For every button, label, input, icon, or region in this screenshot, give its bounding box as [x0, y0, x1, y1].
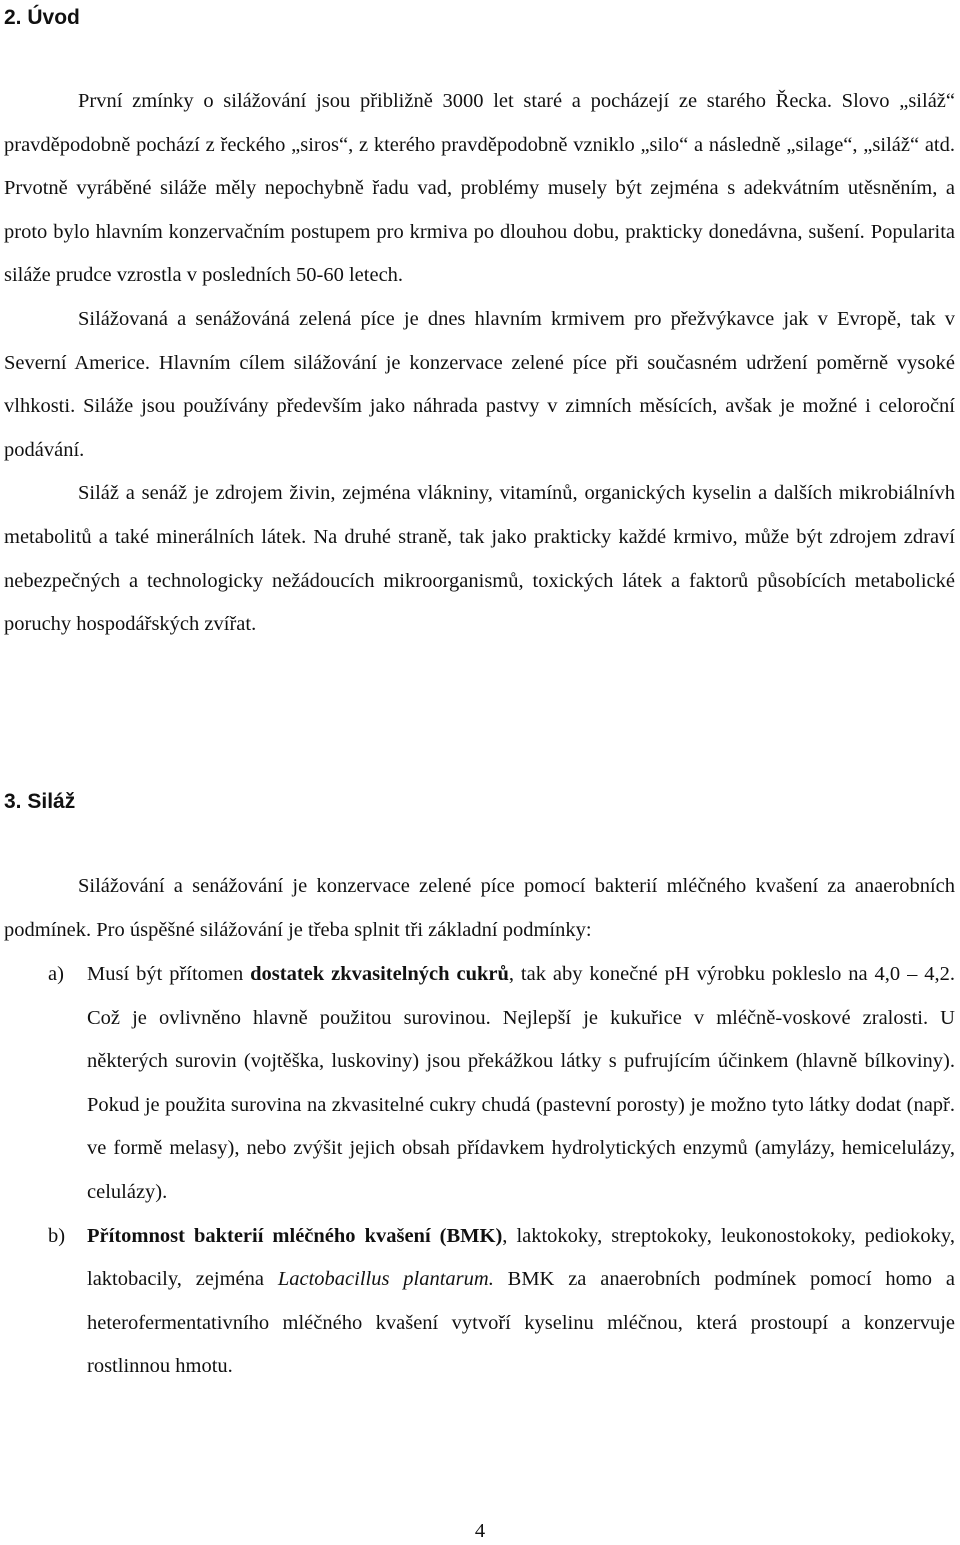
item-bold-text: dostatek zkvasitelných cukrů — [250, 963, 509, 985]
section-heading-uvod: 2. Úvod — [4, 6, 80, 29]
item-text: , tak aby konečné pH výrobku pokleslo na 4,0 – 4,2. Což je ovlivněno hlavně použitou surovinou. Nejlepší je kukuřice v mléčně-voskové zralosti. U některých surovin (vojtěška, luskoviny) jsou překážkou látky s pufrujícím účinkem (hlavně bílkoviny). Pokud je použita surovina na zkvasitelné cukry chudá (pastevní porosty) je možno tyto látky dodat (např. ve formě melasy), nebo zvýšit jejich obsah přídavkem hydrolytických enzymů (amylázy, hemicelulázy, celulázy). — [87, 963, 956, 1203]
list-marker: b) — [48, 1224, 66, 1247]
paragraph: Siláž a senáž je zdrojem živin, zejména vlákniny, vitamínů, organických kyselin a dalších mikrobiálnívh metabolitů a také minerálních látek. Na druhé straně, tak jako prakticky každé krmivo, může být zdrojem zdraví nebezpečných a technologicky nežádoucích mikroorganismů, toxických látek a faktorů působících metabolické poruchy hospodářských zvířat. — [4, 482, 955, 636]
section-body-uvod — [4, 80, 955, 647]
list-item — [4, 1215, 955, 1389]
section-intro-silaz — [4, 865, 955, 952]
paragraph: Silážování a senážování je konzervace zelené píce pomocí bakterií mléčného kvašení za anaerobních podmínek. Pro úspěšné silážování je třeba splnit tři základní podmínky: — [4, 875, 955, 941]
list-item — [4, 953, 955, 1215]
page-number: 4 — [474, 1520, 486, 1542]
item-italic-text: Lactobacillus plantarum. — [277, 1268, 494, 1291]
item-text: Musí být přítomen — [87, 963, 251, 985]
list-marker: a) — [48, 963, 64, 985]
condition-list — [4, 953, 955, 1389]
section-heading-silaz: 3. Siláž — [4, 790, 76, 813]
paragraph: Silážovaná a senážováná zelená píce je dnes hlavním krmivem pro přežvýkavce jak v Evropě, tak v Severní Americe. Hlavním cílem silážování je konzervace zelené píce při současném udržení poměrně vysoké vlhkosti. Siláže jsou používány především jako náhrada pastvy v zimních měsících, avšak je možné i celoroční podávání. — [4, 307, 955, 461]
paragraph: První zmínky o silážování jsou přibližně 3000 let staré a pocházejí ze starého Řecka. Slovo „siláž“ pravděpodobně pochází z řeckého „siros“, z kterého pravděpodobně vzniklo „silo“ a následně „silage“, „siláž“ atd. Prvotně vyráběné siláže měly nepochybně řadu vad, problémy musely být zejména s adekvátním utěsněním, a proto bylo hlavním konzervačním postupem pro krmiva po dlouhou dobu, prakticky donedávna, sušení. Popularita siláže prudce vzrostla v posledních 50-60 letech. — [4, 90, 955, 287]
item-text: , laktokoky, streptokoky, leukonostokoky, pediokoky, laktobacily, zejména — [87, 1224, 955, 1291]
item-text: BMK za anaerobních podmínek pomocí homo a heterofermentativního mléčného kvašení vytvoří kyselinu mléčnou, která prostoupí a konzervuje rostlinnou hmotu. — [87, 1268, 955, 1378]
item-bold-text: Přítomnost bakterií mléčného kvašení (BMK) — [87, 1224, 503, 1247]
